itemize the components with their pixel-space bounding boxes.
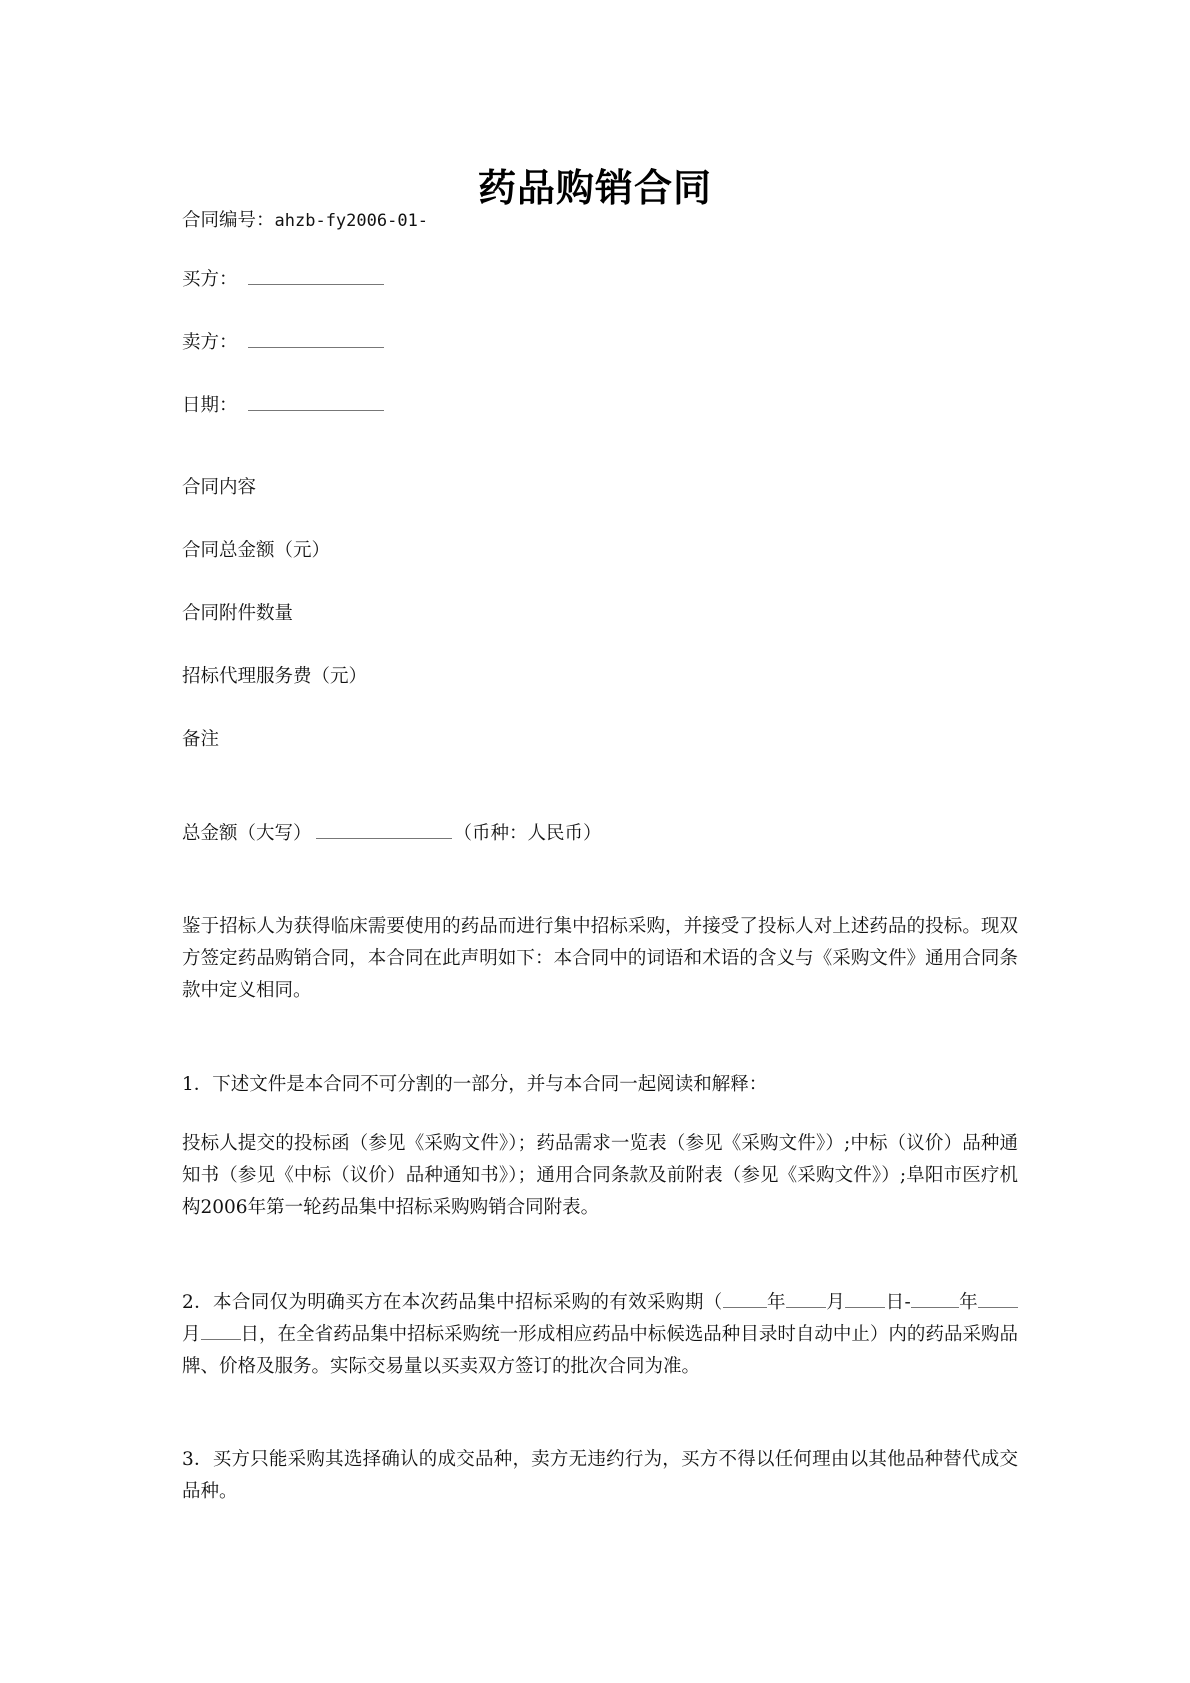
start-day-blank[interactable]	[845, 1289, 885, 1308]
seller-field	[182, 329, 384, 356]
total-amount-label: 总金额（大写）	[182, 823, 312, 844]
section-remarks: 备注	[182, 729, 220, 750]
currency-note: （币种：人民币）	[453, 823, 602, 844]
buyer-blank[interactable]	[248, 266, 384, 285]
seller-label: 卖方：	[182, 332, 238, 353]
end-month-blank[interactable]	[978, 1289, 1018, 1308]
clause-1-text: 下述文件是本合同不可分割的一部分，并与本合同一起阅读和解释：	[212, 1074, 768, 1095]
start-year-blank[interactable]	[723, 1289, 767, 1308]
seller-blank[interactable]	[248, 329, 384, 348]
end-month-label: 月	[182, 1324, 201, 1345]
date-label: 日期：	[182, 395, 238, 416]
section-agency-fee: 招标代理服务费（元）	[182, 666, 368, 687]
contract-number	[182, 208, 428, 234]
date-field	[182, 392, 384, 419]
section-contract-content: 合同内容	[182, 477, 257, 498]
month-label: 月	[825, 1292, 846, 1313]
total-amount-blank[interactable]	[316, 820, 452, 839]
clause-3-text: 买方只能采购其选择确认的成交品种，卖方无违约行为，买方不得以任何理由以其他品种替代成交品种。	[182, 1449, 1018, 1502]
date-blank[interactable]	[248, 392, 384, 411]
start-month-blank[interactable]	[786, 1289, 826, 1308]
day-label: 日-	[885, 1292, 911, 1313]
document-title: 药品购销合同	[477, 166, 712, 210]
clause-2	[182, 1287, 1018, 1383]
end-year-label: 年	[958, 1292, 978, 1313]
end-year-blank[interactable]	[911, 1289, 959, 1308]
section-contract-total: 合同总金额（元）	[182, 540, 331, 561]
clause-1-number: 1．	[182, 1074, 213, 1095]
total-amount-row	[182, 820, 602, 847]
buyer-label: 买方：	[182, 269, 238, 290]
year-label: 年	[766, 1292, 786, 1313]
end-day-blank[interactable]	[201, 1321, 241, 1340]
clause-3-number: 3．	[182, 1449, 213, 1470]
section-attachment-count: 合同附件数量	[182, 603, 294, 624]
clause-1-documents: 投标人提交的投标函（参见《采购文件》）；药品需求一览表（参见《采购文件》）;中标（议价）品种通知书（参见《中标（议价）品种通知书》）；通用合同条款及前附表（参见《采购文件》）;阜阳市医疗机构2006年第一轮药品集中招标采购购销合同附表。	[182, 1133, 1018, 1218]
buyer-field	[182, 266, 384, 293]
clause-2-text-end: 日，在全省药品集中招标采购统一形成相应药品中标候选品种目录时自动中止）内的药品采购品牌、价格及服务。实际交易量以买卖双方签订的批次合同为准。	[182, 1324, 1018, 1377]
clause-1	[182, 1069, 1018, 1101]
clause-3	[182, 1444, 1018, 1508]
preamble-paragraph: 鉴于招标人为获得临床需要使用的药品而进行集中招标采购，并接受了投标人对上述药品的投标。现双方签定药品购销合同，本合同在此声明如下：本合同中的词语和术语的含义与《采购文件》通用合同条款中定义相同。	[182, 916, 1018, 1001]
clause-2-number: 2．	[182, 1292, 214, 1313]
contract-number-value: ahzb-fy2006-01-	[274, 211, 429, 231]
clause-2-text-start: 本合同仅为明确买方在本次药品集中招标采购的有效采购期（	[213, 1292, 723, 1313]
contract-number-label: 合同编号：	[182, 210, 275, 231]
